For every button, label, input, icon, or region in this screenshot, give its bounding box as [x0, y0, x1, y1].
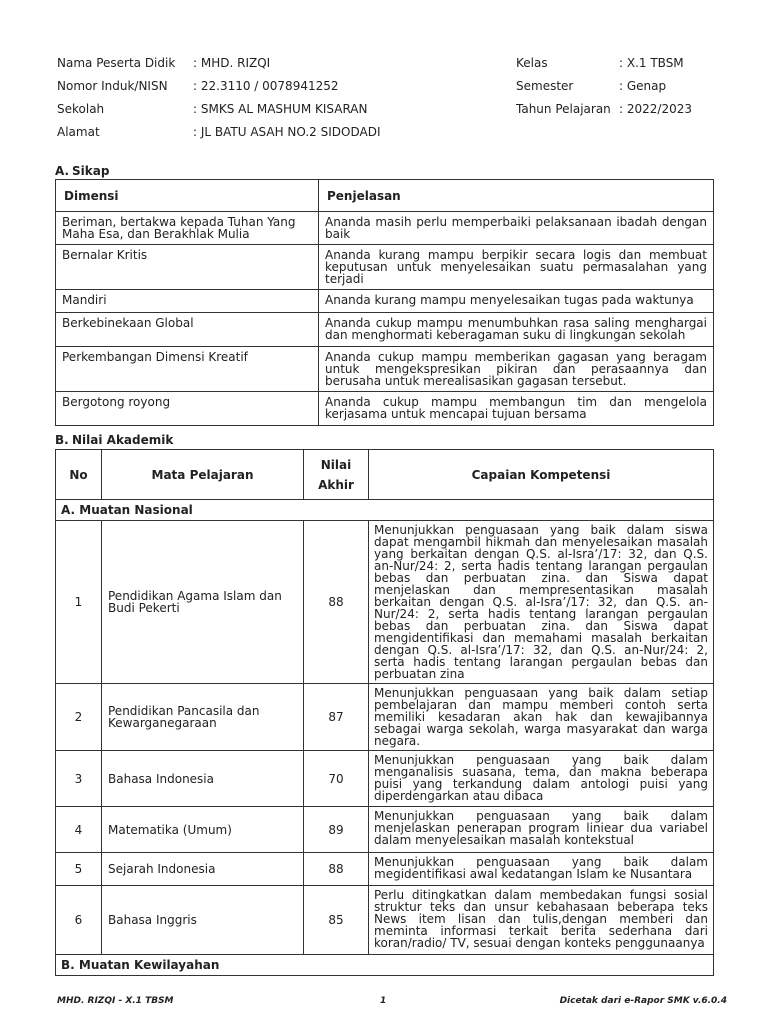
capaian-cell: Menunjukkan penguasaan yang baik dalam menjelaskan penerapan program liniear dua variabel dalam menyelesaikan masalah kontekstual [369, 807, 714, 853]
capaian-cell: Menunjukkan penguasaan yang baik dalam siswa dapat mengambil hikmah dan menyelesaikan masalah yang berkaitan dengan Q.S. al-Isra’/17: 32, dan Q.S. an-Nur/24: 2, serta hadis tentang larangan pergaulan bebas dan perbuatan zina. dan Siswa dapat menjelaskan dan mempresentasikan masalah berkaitan dengan Q.S. al-Isra’/17: 32, dan Q.S. an-Nur/24: 2, serta hadis tentang larangan pergaulan bebas dan perbuatan zina. dan Siswa dapat mengidentifikasi dan memahami masalah berkaitan dengan Q.S. al-Isra’/17: 32, dan Q.S. an-Nur/24: 2, serta hadis tentang larangan pergaulan bebas dan perbuatan zina [369, 521, 714, 684]
semester-value: : Genap [619, 79, 667, 93]
dimensi-cell: Bergotong royong [56, 392, 319, 426]
footer-page-number: 1 [380, 996, 387, 1006]
name-label: Nama Peserta Didik [57, 56, 176, 70]
capaian-cell: Menunjukkan penguasaan yang baik dalam menganalisis suasana, tema, dan makna beberapa puisi yang terkandung dalam antologi puisi yang diperdengarkan atau dibaca [369, 751, 714, 807]
nisn-label: Nomor Induk/NISN [57, 79, 168, 93]
penjelasan-cell: Ananda cukup mampu menumbuhkan rasa saling menghargai dan menghormati keberagaman suku di lingkungan sekolah [319, 313, 714, 347]
col-no: No [56, 450, 102, 500]
dimensi-cell: Mandiri [56, 290, 319, 313]
col-penjelasan: Penjelasan [319, 180, 714, 212]
col-nilai-line1: Nilai [320, 457, 352, 472]
dimensi-cell: Beriman, bertakwa kepada Tuhan Yang Maha Esa, dan Berakhlak Mulia [56, 212, 319, 245]
footer-printed-by: Dicetak dari e-Rapor SMK v.6.0.4 [559, 996, 727, 1006]
section-letter-akademik: B. [55, 433, 69, 447]
table-row [56, 751, 714, 807]
nilai-cell: 85 [304, 886, 369, 955]
sikap-table [55, 179, 714, 426]
table-row [56, 290, 714, 313]
penjelasan-cell: Ananda cukup mampu membangun tim dan mengelola kerjasama untuk mencapai tujuan bersama [319, 392, 714, 426]
group-label-kewilayahan: B. Muatan Kewilayahan [56, 955, 714, 976]
nilai-cell: 88 [304, 853, 369, 886]
class-value: : X.1 TBSM [619, 56, 684, 70]
nilai-cell: 89 [304, 807, 369, 853]
mapel-cell: Bahasa Inggris [102, 886, 304, 955]
capaian-cell: Menunjukkan penguasaan yang baik dalam setiap pembelajaran dan mampu memberi contoh serta memiliki kesadaran akan hak dan kewajibannya sebagai warga sekolah, warga masyarakat dan warga negara. [369, 684, 714, 751]
no-cell: 5 [56, 853, 102, 886]
no-cell: 3 [56, 751, 102, 807]
footer-student: MHD. RIZQI - X.1 TBSM [57, 996, 174, 1006]
akademik-header-row [56, 450, 714, 500]
section-letter-sikap: A. [55, 164, 70, 178]
school-label: Sekolah [57, 102, 105, 116]
table-row [56, 853, 714, 886]
dimensi-cell: Perkembangan Dimensi Kreatif [56, 347, 319, 392]
penjelasan-cell: Ananda kurang mampu berpikir secara logis dan membuat keputusan untuk menyelesaikan suatu permasalahan yang terjadi [319, 245, 714, 290]
table-row [56, 886, 714, 955]
group-label-nasional: A. Muatan Nasional [56, 500, 714, 521]
nilai-cell: 70 [304, 751, 369, 807]
class-label: Kelas [516, 56, 548, 70]
table-row [56, 347, 714, 392]
section-label-sikap: Sikap [72, 164, 110, 178]
group-row-kewilayahan [56, 955, 714, 976]
table-row [56, 313, 714, 347]
school-value: : SMKS AL MASHUM KISARAN [193, 102, 368, 116]
col-capaian: Capaian Kompetensi [369, 450, 714, 500]
year-value: : 2022/2023 [619, 102, 692, 116]
table-row [56, 521, 714, 684]
name-value: : MHD. RIZQI [193, 56, 271, 70]
dimensi-cell: Berkebinekaan Global [56, 313, 319, 347]
col-nilai [304, 450, 369, 500]
col-dimensi: Dimensi [56, 180, 319, 212]
mapel-cell: Pendidikan Pancasila dan Kewarganegaraan [102, 684, 304, 751]
nilai-cell: 88 [304, 521, 369, 684]
address-value: : JL BATU ASAH NO.2 SIDODADI [193, 125, 381, 139]
table-row [56, 807, 714, 853]
no-cell: 1 [56, 521, 102, 684]
penjelasan-cell: Ananda masih perlu memperbaiki pelaksanaan ibadah dengan baik [319, 212, 714, 245]
dimensi-cell: Bernalar Kritis [56, 245, 319, 290]
penjelasan-cell: Ananda cukup mampu memberikan gagasan yang beragam untuk mengekspresikan pikiran dan perasaannya dan berusaha untuk merealisasikan gagasan tersebut. [319, 347, 714, 392]
nilai-cell: 87 [304, 684, 369, 751]
table-row [56, 684, 714, 751]
mapel-cell: Matematika (Umum) [102, 807, 304, 853]
nisn-value: : 22.3110 / 0078941252 [193, 79, 339, 93]
col-mapel: Mata Pelajaran [102, 450, 304, 500]
sikap-header-row [56, 180, 714, 212]
no-cell: 6 [56, 886, 102, 955]
section-title-sikap [55, 164, 109, 178]
mapel-cell: Bahasa Indonesia [102, 751, 304, 807]
table-row [56, 245, 714, 290]
section-title-akademik [55, 433, 173, 447]
penjelasan-cell: Ananda kurang mampu menyelesaikan tugas pada waktunya [319, 290, 714, 313]
mapel-cell: Pendidikan Agama Islam dan Budi Pekerti [102, 521, 304, 684]
semester-label: Semester [516, 79, 574, 93]
no-cell: 2 [56, 684, 102, 751]
group-row-nasional [56, 500, 714, 521]
table-row [56, 392, 714, 426]
table-row [56, 212, 714, 245]
no-cell: 4 [56, 807, 102, 853]
mapel-cell: Sejarah Indonesia [102, 853, 304, 886]
address-label: Alamat [57, 125, 100, 139]
capaian-cell: Menunjukkan penguasaan yang baik dalam megidentifikasi awal kedatangan Islam ke Nusantara [369, 853, 714, 886]
capaian-cell: Perlu ditingkatkan dalam membedakan fungsi sosial struktur teks dan unsur kebahasaan beberapa teks News item lisan dan tulis,dengan memberi dan meminta informasi terkait berita sederhana dari koran/radio/ TV, sesuai dengan konteks penggunaanya [369, 886, 714, 955]
section-label-akademik: Nilai Akademik [72, 433, 174, 447]
year-label: Tahun Pelajaran [516, 102, 611, 116]
col-nilai-line2: Akhir [318, 477, 354, 492]
akademik-table [55, 449, 714, 976]
